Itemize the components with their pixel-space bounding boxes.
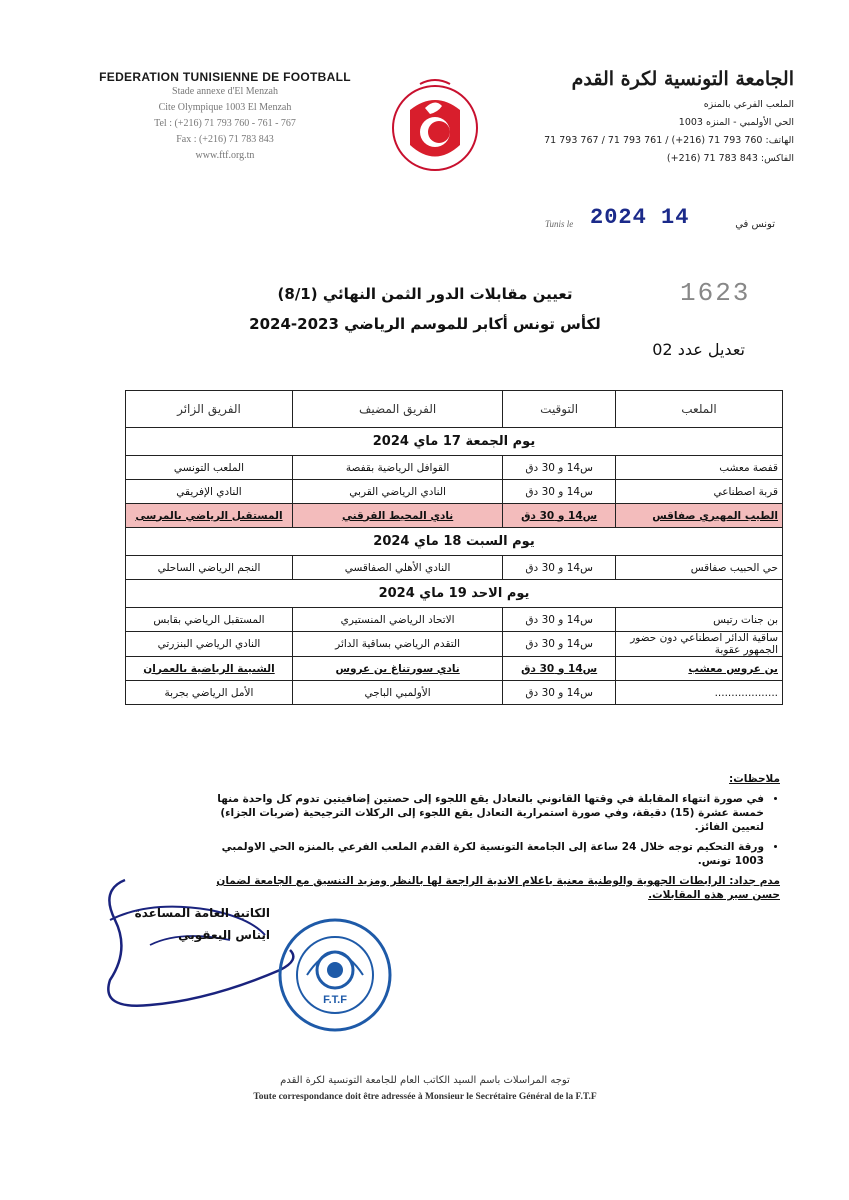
away-team-cell: النادي الرياضي البنزرتي: [126, 632, 293, 657]
day-label: يوم السبت 18 ماي 2024: [126, 528, 783, 556]
venue-cell: قفصة معشب: [616, 456, 783, 480]
notes-final: مدم جداد: الرابطات الجهوية والوطنية معنية باعلام الاندية الراجعة لها بالنظر ومزيد التنسيق مع الجامعة لضمان حسن سير هذه المقابلات.: [216, 875, 780, 901]
ftf-logo: [380, 70, 490, 180]
home-team-cell: القوافل الرياضية بقفصة: [292, 456, 502, 480]
match-row: [126, 657, 783, 681]
away-team-cell: النادي الإفريقي: [126, 480, 293, 504]
kickoff-time-cell: س14 و 30 دق: [503, 608, 616, 632]
kickoff-time-cell: س14 و 30 دق: [503, 480, 616, 504]
footer-ar: توجه المراسلات باسم السيد الكاتب العام للجامعة التونسية لكرة القدم: [280, 1075, 570, 1086]
note-item: • في صورة انتهاء المقابلة في وقتها القانوني بالتعادل يقع اللجوء إلى حصتين إضافيتين تدوم كل واحدة منها خمسة عشرة (15) دقيقة، وفي صورة استمرارية التعادل يقع اللجوء إلى الركلات الترجيحية (ضربات الجزاء) لتعيين الفائز.: [190, 792, 764, 834]
venue-cell: ساقية الدائر اصطناعي دون حضور الجمهور عقوبة: [616, 632, 783, 657]
home-team-cell: نادي سورتناغ بن عروس: [292, 657, 502, 681]
venue-cell: قربة اصطناعي: [616, 480, 783, 504]
day-row: [126, 528, 783, 556]
fr-address-line: Stade annexe d'El Menzah: [172, 86, 278, 97]
match-row: [126, 681, 783, 705]
day-row: [126, 428, 783, 456]
header-fr: [95, 70, 355, 164]
table-header-row: [126, 391, 783, 428]
tunis-le-label: Tunis le: [545, 219, 574, 229]
header-time: التوقيت: [503, 391, 616, 428]
kickoff-time-cell: س14 و 30 دق: [503, 456, 616, 480]
match-row: [126, 632, 783, 657]
away-team-cell: المستقبل الرياضي بقابس: [126, 608, 293, 632]
footer-fr: Toute correspondance doit être adressée à Monsieur le Secrétaire Général de la F.T.F: [253, 1092, 597, 1102]
kickoff-time-cell: س14 و 30 دق: [503, 504, 616, 528]
ar-address-line: الحي الأولمبي - المنزه 1003: [678, 117, 794, 128]
tunis-fi-label: تونس في: [735, 219, 775, 230]
amendment-number: تعديل عدد 02: [652, 340, 745, 359]
date-stamp: 2024 14: [590, 205, 690, 230]
day-row: [126, 580, 783, 608]
fr-fax-line: Fax : (+216) 71 783 843: [176, 134, 274, 145]
match-row: [126, 504, 783, 528]
signatory-title: الكاتبة العامة المساعدة: [134, 906, 270, 920]
svg-text:F.T.F: F.T.F: [323, 994, 347, 1006]
match-row: [126, 556, 783, 580]
ar-fax-line: الفاكس: 843 783 71 (216+): [666, 153, 794, 164]
kickoff-time-cell: س14 و 30 دق: [503, 681, 616, 705]
kickoff-time-cell: س14 و 30 دق: [503, 556, 616, 580]
venue-cell: الطيب المهيري صفاقس: [616, 504, 783, 528]
federation-name-ar: الجامعة التونسية لكرة القدم: [571, 68, 794, 90]
away-team-cell: الأمل الرياضي بجربة: [126, 681, 293, 705]
match-row: [126, 480, 783, 504]
header-ar: [494, 68, 794, 168]
away-team-cell: المستقبل الرياضي بالمرسى: [126, 504, 293, 528]
ar-phone-line: الهاتف: 760 793 71 (216+) / 761 793 71 / 767 793 71: [544, 135, 794, 146]
fixtures-table-body: [126, 391, 783, 705]
header-venue: الملعب: [616, 391, 783, 428]
match-row: [126, 456, 783, 480]
venue-cell: حي الحبيب صفاقس: [616, 556, 783, 580]
home-team-cell: الأولمبي الباجي: [292, 681, 502, 705]
ar-address-line: الملعب الفرعي بالمنزه: [703, 99, 794, 110]
signatory-name: ايناس اليعقوبي: [178, 928, 270, 942]
home-team-cell: النادي الرياضي القربي: [292, 480, 502, 504]
document-title: تعيين مقابلات الدور الثمن النهائي (8/1): [277, 285, 573, 303]
note-item: • ورقة التحكيم توجه خلال 24 ساعة إلى الجامعة التونسية لكرة القدم الملعب الفرعي بالمنزه الحي الاولمبي 1003 تونس.: [190, 840, 764, 868]
away-team-cell: النجم الرياضي الساحلي: [126, 556, 293, 580]
home-team-cell: النادي الأهلي الصفاقسي: [292, 556, 502, 580]
venue-cell: بن جنات رتيس: [616, 608, 783, 632]
signature-block: [110, 902, 270, 946]
home-team-cell: التقدم الرياضي بساقية الدائر: [292, 632, 502, 657]
notes-title: ملاحظات:: [729, 773, 780, 785]
home-team-cell: الاتحاد الرياضي المنستيري: [292, 608, 502, 632]
venue-cell: ...................: [616, 681, 783, 705]
venue-cell: بن عروس معشب: [616, 657, 783, 681]
day-label: يوم الجمعة 17 ماي 2024: [126, 428, 783, 456]
kickoff-time-cell: س14 و 30 دق: [503, 632, 616, 657]
header-away: الفريق الزائر: [126, 391, 293, 428]
home-team-cell: نادي المحيط القرقني: [292, 504, 502, 528]
match-row: [126, 608, 783, 632]
notes-list: [190, 792, 780, 868]
kickoff-time-cell: س14 و 30 دق: [503, 657, 616, 681]
fr-address-line: Cite Olympique 1003 El Menzah: [158, 102, 292, 113]
fr-website-line: www.ftf.org.tn: [195, 150, 255, 161]
away-team-cell: الشبيبة الرياضية بالعمران: [126, 657, 293, 681]
day-label: يوم الاحد 19 ماي 2024: [126, 580, 783, 608]
ftf-stamp: [275, 915, 395, 1035]
fixtures-table: [125, 390, 783, 705]
fr-phone-line: Tel : (+216) 71 793 760 - 761 - 767: [154, 118, 296, 129]
date-line: [545, 205, 775, 245]
federation-name-fr: FEDERATION TUNISIENNE DE FOOTBALL: [99, 70, 351, 84]
document-subtitle: لكأس تونس أكابر للموسم الرياضي 2023-2024: [249, 315, 601, 333]
reference-number: 1623: [680, 278, 751, 308]
header-home: الفريق المضيف: [292, 391, 502, 428]
away-team-cell: الملعب التونسي: [126, 456, 293, 480]
